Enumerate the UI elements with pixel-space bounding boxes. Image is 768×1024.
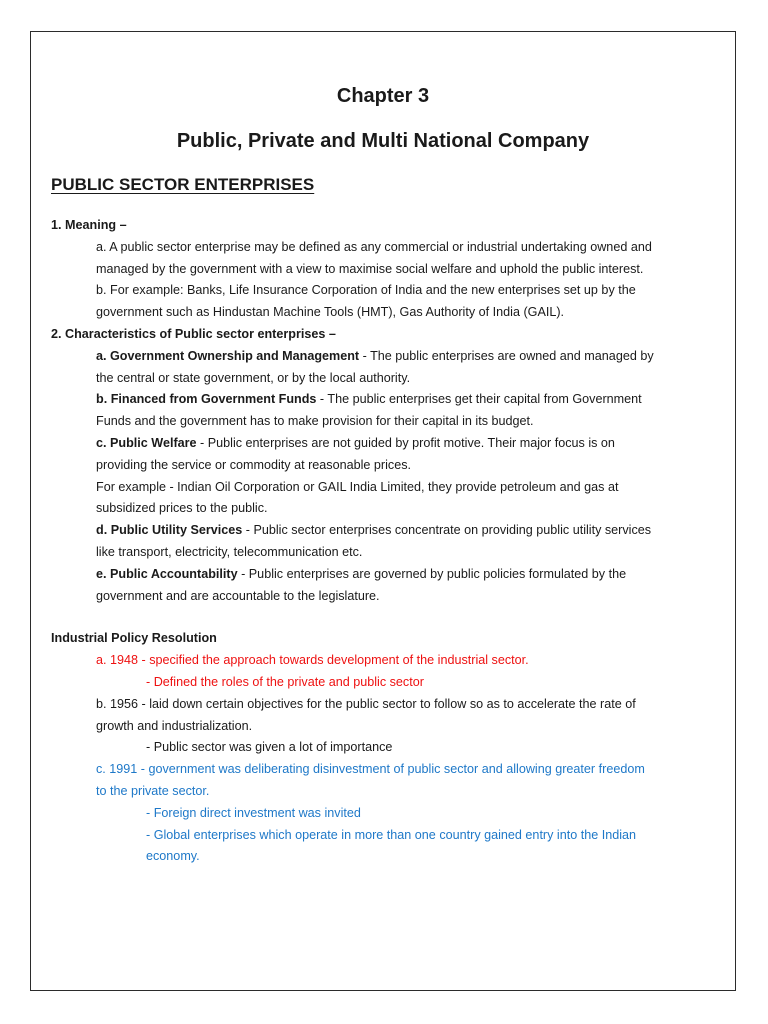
section-heading: PUBLIC SECTOR ENTERPRISES: [51, 175, 315, 194]
policy-1948: a. 1948 - specified the approach towards development of the industrial sector.: [96, 653, 529, 668]
characteristic-a-text: - The public enterprises are owned and managed by: [359, 348, 654, 363]
characteristic-b: [51, 389, 731, 411]
policy-heading: Industrial Policy Resolution: [51, 631, 217, 646]
characteristic-d-text: - Public sector enterprises concentrate on providing public utility services: [242, 523, 652, 538]
characteristic-d: [51, 520, 731, 542]
characteristics-heading: 2. Characteristics of Public sector enterprises –: [51, 326, 336, 341]
policy-1956-line-2: growth and industrialization.: [96, 718, 253, 733]
characteristic-e: [51, 564, 731, 586]
policy-1956-sub: - Public sector was given a lot of importance: [146, 740, 393, 755]
characteristic-a-line-2: the central or state government, or by the local authority.: [96, 370, 411, 385]
characteristic-a-title: a. Government Ownership and Management: [96, 348, 360, 363]
characteristic-d-title: d. Public Utility Services: [96, 523, 243, 538]
document-page: [30, 31, 736, 991]
meaning-a-line-2: managed by the government with a view to maximise social welfare and uphold the public interest.: [96, 261, 644, 276]
policy-1956: b. 1956 - laid down certain objectives for the public sector to follow so as to accelerate the rate of: [96, 696, 636, 711]
policy-1991-sub-2: - Global enterprises which operate in more than one country gained entry into the Indian: [146, 827, 637, 842]
policy-1991: c. 1991 - government was deliberating disinvestment of public sector and allowing greater freedom: [96, 762, 645, 777]
characteristic-e-text: - Public enterprises are governed by public policies formulated by the: [237, 566, 627, 581]
characteristic-c-line-3: For example - Indian Oil Corporation or GAIL India Limited, they provide petroleum and gas at: [96, 479, 619, 494]
spacer: [51, 607, 731, 628]
policy-1948-sub: - Defined the roles of the private and public sector: [146, 674, 424, 689]
characteristic-c-line-2: providing the service or commodity at reasonable prices.: [96, 457, 411, 472]
characteristic-c-title: c. Public Welfare: [96, 435, 197, 450]
characteristic-e-title: e. Public Accountability: [96, 566, 238, 581]
characteristic-b-line-2: Funds and the government has to make provision for their capital in its budget.: [96, 414, 534, 429]
characteristic-b-title: b. Financed from Government Funds: [96, 392, 317, 407]
meaning-b-line-1: b. For example: Banks, Life Insurance Corporation of India and the new enterprises set up by the: [96, 283, 636, 298]
characteristic-d-line-2: like transport, electricity, telecommunication etc.: [96, 544, 363, 559]
meaning-b-line-2: government such as Hindustan Machine Tools (HMT), Gas Authority of India (GAIL).: [96, 305, 565, 320]
characteristic-c: [51, 433, 731, 455]
document-body: [51, 215, 731, 868]
page-title: Public, Private and Multi National Company: [176, 130, 590, 152]
characteristic-c-line-4: subsidized prices to the public.: [96, 501, 268, 516]
policy-1991-sub-1: - Foreign direct investment was invited: [146, 805, 361, 820]
policy-1991-line-2: to the private sector.: [96, 783, 210, 798]
characteristic-b-text: - The public enterprises get their capital from Government: [316, 392, 642, 407]
characteristic-a: [51, 346, 731, 368]
meaning-heading: 1. Meaning –: [51, 218, 127, 232]
characteristic-e-line-2: government and are accountable to the legislature.: [96, 588, 380, 603]
chapter-heading: Chapter 3: [336, 85, 430, 107]
meaning-a-line-1: a. A public sector enterprise may be defined as any commercial or industrial undertaking owned and: [96, 239, 652, 254]
policy-1991-sub-2-line-2: economy.: [146, 849, 200, 864]
characteristic-c-text: - Public enterprises are not guided by profit motive. Their major focus is on: [196, 435, 615, 450]
